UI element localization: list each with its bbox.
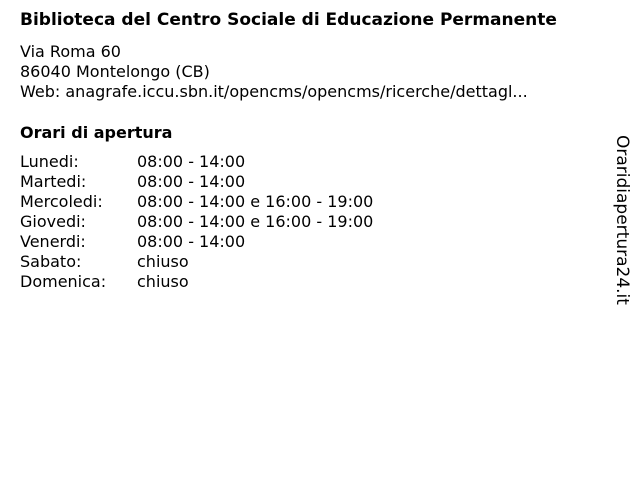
- hours-day: Venerdi:: [20, 232, 86, 251]
- hours-time: chiuso: [137, 252, 189, 271]
- hours-time: 08:00 - 14:00: [137, 172, 246, 191]
- hours-day: Domenica:: [20, 272, 107, 291]
- library-card: [20, 10, 612, 292]
- hours-row-friday: [20, 232, 612, 252]
- hours-row-tuesday: [20, 172, 612, 192]
- web-line: [20, 82, 612, 102]
- site-brand-watermark: Oraridiapertura24.it: [612, 135, 632, 305]
- hours-day: Sabato:: [20, 252, 82, 271]
- hours-table: [20, 152, 612, 292]
- hours-row-wednesday: [20, 192, 612, 212]
- hours-day: Giovedi:: [20, 212, 86, 231]
- hours-time: 08:00 - 14:00 e 16:00 - 19:00: [137, 212, 374, 231]
- web-label: Web:: [20, 82, 61, 101]
- hours-row-thursday: [20, 212, 612, 232]
- address-block: [20, 42, 612, 102]
- address-city: 86040 Montelongo (CB): [20, 62, 210, 81]
- library-name: Biblioteca del Centro Sociale di Educazione Permanente: [20, 10, 557, 30]
- address-street: Via Roma 60: [20, 42, 121, 61]
- hours-day: Mercoledi:: [20, 192, 103, 211]
- hours-day: Lunedi:: [20, 152, 79, 171]
- hours-time: 08:00 - 14:00: [137, 152, 246, 171]
- hours-time: chiuso: [137, 272, 189, 291]
- hours-day: Martedi:: [20, 172, 87, 191]
- hours-time: 08:00 - 14:00 e 16:00 - 19:00: [137, 192, 374, 211]
- hours-row-sunday: [20, 272, 612, 292]
- hours-time: 08:00 - 14:00: [137, 232, 246, 251]
- hours-heading: Orari di apertura: [20, 123, 173, 142]
- hours-row-monday: [20, 152, 612, 172]
- hours-row-saturday: [20, 252, 612, 272]
- web-link[interactable]: anagrafe.iccu.sbn.it/opencms/opencms/ricerche/dettagl...: [65, 82, 528, 101]
